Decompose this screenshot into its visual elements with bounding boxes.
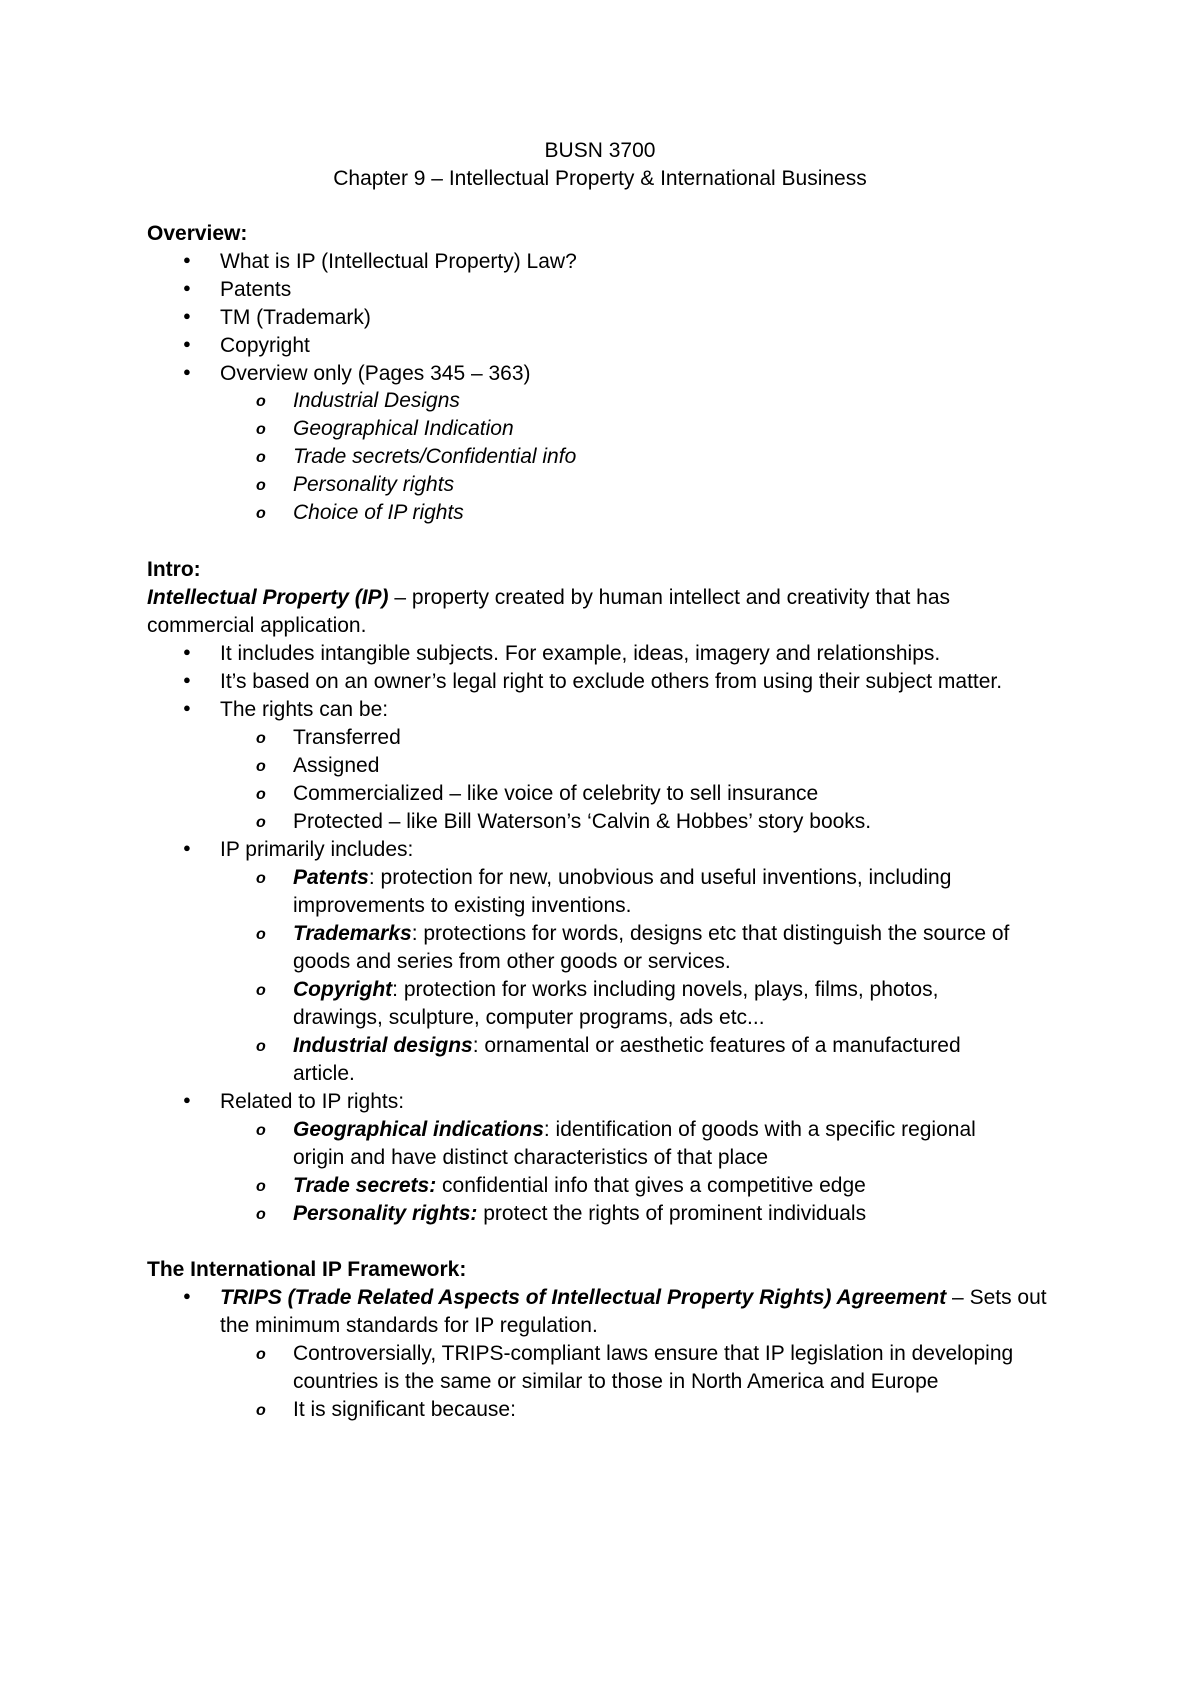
related-geographical bbox=[293, 1119, 976, 1140]
copyright-text-cont: drawings, sculpture, computer programs, ads etc... bbox=[293, 1006, 765, 1029]
overview-item: What is IP (Intellectual Property) Law? bbox=[220, 250, 577, 273]
intro-bullet: It includes intangible subjects. For example, ideas, imagery and relationships. bbox=[220, 642, 941, 665]
intro-bullet: IP primarily includes: bbox=[220, 838, 414, 861]
industrial-designs-term: Industrial designs bbox=[293, 1034, 473, 1057]
framework-heading: The International IP Framework: bbox=[147, 1258, 467, 1281]
chapter-title: Chapter 9 – Intellectual Property & International Business bbox=[333, 167, 867, 190]
overview-subitem: Industrial Designs bbox=[293, 389, 460, 412]
ip-definition-text: – property created by human intellect and creativity that has bbox=[388, 586, 951, 609]
circle-bullet-icon: o bbox=[256, 926, 266, 943]
bullet-icon: ● bbox=[183, 700, 191, 715]
copyright-term: Copyright bbox=[293, 978, 393, 1001]
right-item: Commercialized – like voice of celebrity to sell insurance bbox=[293, 782, 819, 805]
bullet-icon: ● bbox=[183, 364, 191, 379]
circle-bullet-icon: o bbox=[256, 758, 266, 775]
circle-bullet-icon: o bbox=[256, 1206, 266, 1223]
circle-bullet-icon: o bbox=[256, 393, 266, 410]
bullet-icon: ● bbox=[183, 672, 191, 687]
course-code: BUSN 3700 bbox=[544, 139, 656, 162]
intro-bullet: Related to IP rights: bbox=[220, 1090, 405, 1113]
circle-bullet-icon: o bbox=[256, 477, 266, 494]
ip-type-copyright bbox=[293, 979, 938, 1000]
geographical-text: : identification of goods with a specific regional bbox=[543, 1118, 976, 1141]
bullet-icon: ● bbox=[183, 336, 191, 351]
patents-text: : protection for new, unobvious and useful inventions, including bbox=[368, 866, 952, 889]
trademarks-text: : protections for words, designs etc that distinguish the source of bbox=[411, 922, 1010, 945]
trips-sub-cont: countries is the same or similar to those in North America and Europe bbox=[293, 1370, 939, 1393]
ip-type-trademarks bbox=[293, 923, 1009, 944]
circle-bullet-icon: o bbox=[256, 449, 266, 466]
overview-subitem: Geographical Indication bbox=[293, 417, 514, 440]
circle-bullet-icon: o bbox=[256, 1178, 266, 1195]
circle-bullet-icon: o bbox=[256, 870, 266, 887]
trips-text: – Sets out bbox=[946, 1286, 1047, 1309]
ip-definition bbox=[147, 587, 950, 608]
circle-bullet-icon: o bbox=[256, 786, 266, 803]
circle-bullet-icon: o bbox=[256, 1122, 266, 1139]
bullet-icon: ● bbox=[183, 1092, 191, 1107]
trips-sub: Controversially, TRIPS-compliant laws ensure that IP legislation in developing bbox=[293, 1342, 1014, 1365]
ip-definition-cont: commercial application. bbox=[147, 614, 367, 637]
ip-type-patents bbox=[293, 867, 951, 888]
circle-bullet-icon: o bbox=[256, 730, 266, 747]
overview-item: Copyright bbox=[220, 334, 310, 357]
trips-sub: It is significant because: bbox=[293, 1398, 516, 1421]
geographical-term: Geographical indications bbox=[293, 1118, 544, 1141]
personality-rights-text: protect the rights of prominent individuals bbox=[477, 1202, 867, 1225]
circle-bullet-icon: o bbox=[256, 1402, 266, 1419]
circle-bullet-icon: o bbox=[256, 421, 266, 438]
personality-rights-term: Personality rights: bbox=[293, 1202, 478, 1225]
bullet-icon: ● bbox=[183, 1288, 191, 1303]
trade-secrets-text: confidential info that gives a competitive edge bbox=[436, 1174, 866, 1197]
trademarks-term: Trademarks bbox=[293, 922, 412, 945]
overview-subitem: Choice of IP rights bbox=[293, 501, 464, 524]
bullet-icon: ● bbox=[183, 840, 191, 855]
trade-secrets-term: Trade secrets: bbox=[293, 1174, 437, 1197]
overview-heading: Overview: bbox=[147, 222, 248, 245]
trips-bullet bbox=[220, 1287, 1047, 1308]
ip-term: Intellectual Property (IP) bbox=[147, 586, 389, 609]
right-item: Transferred bbox=[293, 726, 401, 749]
copyright-text: : protection for works including novels, plays, films, photos, bbox=[392, 978, 939, 1001]
geographical-text-cont: origin and have distinct characteristics of that place bbox=[293, 1146, 769, 1169]
circle-bullet-icon: o bbox=[256, 814, 266, 831]
circle-bullet-icon: o bbox=[256, 982, 266, 999]
trademarks-text-cont: goods and series from other goods or services. bbox=[293, 950, 731, 973]
related-trade-secrets bbox=[293, 1175, 866, 1196]
intro-bullet: It’s based on an owner’s legal right to exclude others from using their subject matter. bbox=[220, 670, 1003, 693]
bullet-icon: ● bbox=[183, 280, 191, 295]
patents-text-cont: improvements to existing inventions. bbox=[293, 894, 632, 917]
overview-subitem: Trade secrets/Confidential info bbox=[293, 445, 577, 468]
overview-item: Patents bbox=[220, 278, 292, 301]
related-personality-rights bbox=[293, 1203, 866, 1224]
circle-bullet-icon: o bbox=[256, 1038, 266, 1055]
overview-subitem: Personality rights bbox=[293, 473, 455, 496]
intro-heading: Intro: bbox=[147, 558, 201, 581]
bullet-icon: ● bbox=[183, 252, 191, 267]
industrial-designs-text: : ornamental or aesthetic features of a manufactured bbox=[472, 1034, 961, 1057]
bullet-icon: ● bbox=[183, 308, 191, 323]
circle-bullet-icon: o bbox=[256, 1346, 266, 1363]
bullet-icon: ● bbox=[183, 644, 191, 659]
circle-bullet-icon: o bbox=[256, 505, 266, 522]
right-item: Assigned bbox=[293, 754, 380, 777]
intro-bullet: The rights can be: bbox=[220, 698, 389, 721]
patents-term: Patents bbox=[293, 866, 369, 889]
trips-term: TRIPS (Trade Related Aspects of Intellectual Property Rights) Agreement bbox=[220, 1286, 947, 1309]
overview-item: Overview only (Pages 345 – 363) bbox=[220, 362, 531, 385]
right-item: Protected – like Bill Waterson’s ‘Calvin & Hobbes’ story books. bbox=[293, 810, 872, 833]
industrial-designs-text-cont: article. bbox=[293, 1062, 355, 1085]
trips-text-cont: the minimum standards for IP regulation. bbox=[220, 1314, 598, 1337]
overview-item: TM (Trademark) bbox=[220, 306, 371, 329]
ip-type-industrial-designs bbox=[293, 1035, 961, 1056]
